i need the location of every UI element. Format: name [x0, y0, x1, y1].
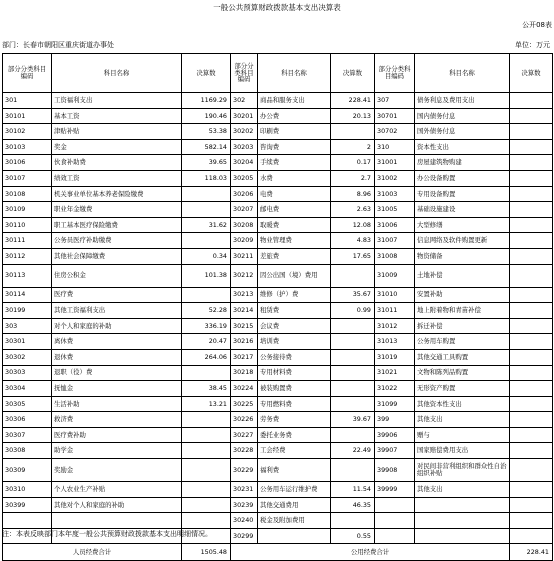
table-cell: 118.03	[182, 170, 231, 186]
table-cell: 专用设备购置	[415, 186, 510, 202]
table-cell: 机关事业单位基本养老保险缴费	[52, 186, 182, 202]
table-cell: 其他资本性支出	[415, 396, 510, 412]
table-cell: 公务用车运行维护费	[258, 482, 331, 498]
table-cell	[331, 459, 375, 482]
table-cell: 其他对个人和家庭的补助	[52, 497, 182, 513]
table-cell: 31002	[375, 170, 415, 186]
table-cell: 伙食补助费	[52, 155, 182, 171]
table-cell: 工会经费	[258, 443, 331, 459]
table-row	[3, 124, 553, 140]
table-cell: 国内债务付息	[415, 108, 510, 124]
table-cell: 11.54	[331, 482, 375, 498]
table-cell: 31001	[375, 155, 415, 171]
table-cell: 307	[375, 93, 415, 109]
table-cell: 30701	[375, 108, 415, 124]
table-cell: 专用材料费	[258, 365, 331, 381]
table-cell: 303	[3, 318, 52, 334]
form-number: 公开08表	[522, 21, 552, 29]
table-cell: 办公设备购置	[415, 170, 510, 186]
table-cell: 12.08	[331, 217, 375, 233]
table-cell	[510, 217, 553, 233]
table-cell: 310	[375, 139, 415, 155]
table-cell: 其他支出	[415, 412, 510, 428]
table-cell: 30199	[3, 303, 52, 319]
table-cell	[510, 318, 553, 334]
table-cell: 租赁费	[258, 303, 331, 319]
table-row	[3, 334, 553, 350]
table-cell	[510, 443, 553, 459]
table-cell: 30215	[231, 318, 258, 334]
table-cell	[375, 513, 415, 529]
table-row	[3, 202, 553, 218]
table-cell	[510, 497, 553, 513]
table-cell	[510, 186, 553, 202]
table-cell: 赠与	[415, 427, 510, 443]
table-cell: 30305	[3, 396, 52, 412]
table-cell: 30102	[3, 124, 52, 140]
table-cell: 301	[3, 93, 52, 109]
table-cell: 绩效工资	[52, 170, 182, 186]
table-cell	[510, 349, 553, 365]
table-cell: 39908	[375, 459, 415, 482]
table-cell: 2.63	[331, 202, 375, 218]
table-cell: 电费	[258, 186, 331, 202]
table-cell	[510, 396, 553, 412]
table-cell: 30213	[231, 287, 258, 303]
expenditure-table	[2, 53, 553, 561]
table-cell: 其他交通工具购置	[415, 349, 510, 365]
table-cell: 30110	[3, 217, 52, 233]
table-cell: 8.96	[331, 186, 375, 202]
table-cell	[510, 170, 553, 186]
table-cell: 31022	[375, 381, 415, 397]
table-row	[3, 365, 553, 381]
table-cell: 30307	[3, 427, 52, 443]
table-cell: 医疗费补助	[52, 427, 182, 443]
table-cell: 其他支出	[415, 482, 510, 498]
table-cell	[182, 497, 231, 513]
table-cell	[510, 139, 553, 155]
table-cell	[510, 303, 553, 319]
table-cell: 邮电费	[258, 202, 331, 218]
table-cell: 基本工资	[52, 108, 182, 124]
table-cell	[510, 459, 553, 482]
table-cell: 税金及附加费用	[258, 513, 331, 529]
table-cell: 30111	[3, 233, 52, 249]
public-total-value: 228.41	[510, 544, 553, 561]
table-cell	[182, 513, 231, 529]
table-cell: 其他工资福利支出	[52, 303, 182, 319]
table-cell	[182, 287, 231, 303]
table-cell: 30216	[231, 334, 258, 350]
table-cell: 抚恤金	[52, 381, 182, 397]
table-cell: 30399	[3, 497, 52, 513]
table-cell: 房屋建筑物购建	[415, 155, 510, 171]
table-cell: 办公费	[258, 108, 331, 124]
table-row	[3, 233, 553, 249]
table-cell: 0.17	[331, 155, 375, 171]
table-cell	[510, 513, 553, 529]
table-row	[3, 248, 553, 264]
table-cell: 336.19	[182, 318, 231, 334]
table-cell	[331, 427, 375, 443]
table-cell: 其他社会保障缴费	[52, 248, 182, 264]
col-header: 部分分类科目编码	[3, 54, 52, 93]
table-cell: 31009	[375, 264, 415, 287]
department-label: 部门：长春市朝阳区重庆街道办事处	[2, 41, 114, 49]
table-cell	[182, 427, 231, 443]
table-cell: 30217	[231, 349, 258, 365]
table-cell: 30239	[231, 497, 258, 513]
table-cell: 30203	[231, 139, 258, 155]
table-row	[3, 93, 553, 109]
table-cell: 30208	[231, 217, 258, 233]
table-row	[3, 412, 553, 428]
table-cell: 399	[375, 412, 415, 428]
table-cell	[182, 412, 231, 428]
table-cell: 30304	[3, 381, 52, 397]
table-cell: 30702	[375, 124, 415, 140]
table-cell: 资本性支出	[415, 139, 510, 155]
table-cell: 咨询费	[258, 139, 331, 155]
table-cell	[3, 513, 52, 529]
table-cell	[182, 443, 231, 459]
table-cell	[331, 334, 375, 350]
table-cell: 30209	[231, 233, 258, 249]
table-cell: 101.38	[182, 264, 231, 287]
table-cell: 劳务费	[258, 412, 331, 428]
table-cell: 30310	[3, 482, 52, 498]
table-cell: 物业管理费	[258, 233, 331, 249]
table-cell: 奖金	[52, 139, 182, 155]
table-cell: 差旅费	[258, 248, 331, 264]
table-cell: 工资福利支出	[52, 93, 182, 109]
table-cell: 1169.29	[182, 93, 231, 109]
table-cell: 30112	[3, 248, 52, 264]
table-cell: 公务接待费	[258, 349, 331, 365]
table-cell: 对民间非营利组织和群众性自治组织补贴	[415, 459, 510, 482]
table-row	[3, 139, 553, 155]
table-cell: 30206	[231, 186, 258, 202]
table-row	[3, 287, 553, 303]
col-header: 部分分类科目编码	[231, 54, 258, 93]
table-cell	[415, 528, 510, 544]
table-cell	[510, 108, 553, 124]
table-cell: 津贴补贴	[52, 124, 182, 140]
table-cell: 拆迁补偿	[415, 318, 510, 334]
table-row	[3, 155, 553, 171]
table-cell: 30225	[231, 396, 258, 412]
table-cell: 190.46	[182, 108, 231, 124]
table-cell: 30224	[231, 381, 258, 397]
table-cell	[415, 497, 510, 513]
table-cell: 30231	[231, 482, 258, 498]
table-cell: 基础设施建设	[415, 202, 510, 218]
table-cell: 30113	[3, 264, 52, 287]
table-cell: 31006	[375, 217, 415, 233]
table-cell: 取暖费	[258, 217, 331, 233]
table-cell	[182, 186, 231, 202]
table-cell	[331, 381, 375, 397]
table-cell	[331, 513, 375, 529]
col-header: 科目名称	[258, 54, 331, 93]
table-cell: 30240	[231, 513, 258, 529]
table-cell	[415, 513, 510, 529]
table-cell: 医疗费	[52, 287, 182, 303]
col-header: 部分分类科目编码	[375, 54, 415, 93]
table-cell: 土地补偿	[415, 264, 510, 287]
page-title: 一般公共预算财政拨款基本支出决算表	[213, 3, 341, 12]
table-cell: 30303	[3, 365, 52, 381]
table-row	[3, 482, 553, 498]
table-cell: 30218	[231, 365, 258, 381]
table-cell	[510, 248, 553, 264]
table-row	[3, 513, 553, 529]
table-cell: 30212	[231, 264, 258, 287]
table-cell: 31099	[375, 396, 415, 412]
table-cell: 30202	[231, 124, 258, 140]
col-header: 决算数	[510, 54, 553, 93]
table-cell: 大型修缮	[415, 217, 510, 233]
table-header-row	[3, 54, 553, 93]
table-cell: 30204	[231, 155, 258, 171]
table-cell	[182, 233, 231, 249]
table-cell: 31.62	[182, 217, 231, 233]
table-cell	[510, 155, 553, 171]
table-cell: 公务用车购置	[415, 334, 510, 350]
table-cell: 4.83	[331, 233, 375, 249]
table-cell: 国外债务付息	[415, 124, 510, 140]
table-cell	[510, 365, 553, 381]
table-cell	[331, 264, 375, 287]
table-cell	[258, 528, 331, 544]
table-cell: 生活补助	[52, 396, 182, 412]
table-cell: 52.28	[182, 303, 231, 319]
table-cell: 商品和服务支出	[258, 93, 331, 109]
table-cell	[510, 482, 553, 498]
table-row	[3, 217, 553, 233]
table-cell: 30103	[3, 139, 52, 155]
table-cell	[331, 349, 375, 365]
table-cell: 30109	[3, 202, 52, 218]
table-cell: 30106	[3, 155, 52, 171]
public-total-label: 公用经费合计	[231, 544, 510, 561]
table-cell	[510, 233, 553, 249]
table-cell: 培训费	[258, 334, 331, 350]
table-cell	[182, 459, 231, 482]
table-cell: 31010	[375, 287, 415, 303]
table-cell: 39907	[375, 443, 415, 459]
table-cell: 其他交通费用	[258, 497, 331, 513]
table-cell: 奖励金	[52, 459, 182, 482]
table-cell	[510, 412, 553, 428]
table-cell: 20.13	[331, 108, 375, 124]
table-cell: 退职（役）费	[52, 365, 182, 381]
table-cell	[510, 202, 553, 218]
table-cell: 安置补助	[415, 287, 510, 303]
table-cell: 债务利息及费用支出	[415, 93, 510, 109]
table-cell: 30201	[231, 108, 258, 124]
table-cell: 30308	[3, 443, 52, 459]
table-cell: 31021	[375, 365, 415, 381]
table-cell: 30301	[3, 334, 52, 350]
table-cell: 30107	[3, 170, 52, 186]
table-row	[3, 303, 553, 319]
table-row	[3, 497, 553, 513]
table-row	[3, 427, 553, 443]
table-cell: 582.14	[182, 139, 231, 155]
table-cell: 30114	[3, 287, 52, 303]
table-cell	[510, 334, 553, 350]
table-row	[3, 381, 553, 397]
table-cell: 2	[331, 139, 375, 155]
table-cell: 住房公积金	[52, 264, 182, 287]
table-row	[3, 443, 553, 459]
table-cell	[331, 124, 375, 140]
personnel-total-label: 人员经费合计	[3, 544, 182, 561]
table-cell: 31007	[375, 233, 415, 249]
col-header: 决算数	[182, 54, 231, 93]
table-cell: 无形资产购置	[415, 381, 510, 397]
table-cell	[52, 513, 182, 529]
table-cell: 302	[231, 93, 258, 109]
table-cell: 印刷费	[258, 124, 331, 140]
table-cell	[510, 93, 553, 109]
table-cell: 专用燃料费	[258, 396, 331, 412]
table-cell: 30302	[3, 349, 52, 365]
table-cell: 31005	[375, 202, 415, 218]
personnel-total-value: 1505.48	[182, 544, 231, 561]
table-cell	[331, 365, 375, 381]
table-cell: 文物和陈列品购置	[415, 365, 510, 381]
table-cell: 20.47	[182, 334, 231, 350]
unit-label: 单位：万元	[515, 41, 550, 49]
table-cell: 38.45	[182, 381, 231, 397]
table-row	[3, 349, 553, 365]
table-cell: 30226	[231, 412, 258, 428]
table-row	[3, 318, 553, 334]
table-cell: 水费	[258, 170, 331, 186]
table-cell: 39999	[375, 482, 415, 498]
table-cell: 0.99	[331, 303, 375, 319]
table-cell: 39.65	[182, 155, 231, 171]
table-cell: 国家赔偿费用支出	[415, 443, 510, 459]
table-row	[3, 108, 553, 124]
table-row	[3, 396, 553, 412]
table-cell: 30207	[231, 202, 258, 218]
col-header: 科目名称	[52, 54, 182, 93]
table-cell: 31003	[375, 186, 415, 202]
table-cell: 0.34	[182, 248, 231, 264]
table-cell: 35.67	[331, 287, 375, 303]
table-cell: 31011	[375, 303, 415, 319]
table-cell: 公务员医疗补助缴费	[52, 233, 182, 249]
table-cell: 退休费	[52, 349, 182, 365]
col-header: 决算数	[331, 54, 375, 93]
table-cell: 个人农业生产补贴	[52, 482, 182, 498]
totals-row	[3, 544, 553, 561]
table-cell	[510, 528, 553, 544]
table-cell: 39906	[375, 427, 415, 443]
table-cell: 手续费	[258, 155, 331, 171]
table-cell: 对个人和家庭的补助	[52, 318, 182, 334]
table-cell: 离休费	[52, 334, 182, 350]
table-cell	[182, 482, 231, 498]
table-cell: 30229	[231, 459, 258, 482]
table-cell: 物资储备	[415, 248, 510, 264]
table-cell: 39.67	[331, 412, 375, 428]
table-cell	[375, 528, 415, 544]
table-cell: 2.7	[331, 170, 375, 186]
table-cell: 地上附着物和青苗补偿	[415, 303, 510, 319]
table-cell	[510, 381, 553, 397]
table-cell: 30299	[231, 528, 258, 544]
table-cell	[331, 318, 375, 334]
table-cell: 助学金	[52, 443, 182, 459]
col-header: 科目名称	[415, 54, 510, 93]
table-cell: 53.38	[182, 124, 231, 140]
table-cell	[510, 427, 553, 443]
table-cell: 信息网络及软件购置更新	[415, 233, 510, 249]
table-cell	[331, 396, 375, 412]
table-cell: 0.55	[331, 528, 375, 544]
table-cell	[182, 202, 231, 218]
table-cell: 30227	[231, 427, 258, 443]
table-cell: 30306	[3, 412, 52, 428]
table-cell: 30228	[231, 443, 258, 459]
footnote: 注：本表反映部门本年度一般公共预算财政拨款基本支出明细情况。	[2, 530, 212, 538]
table-row	[3, 170, 553, 186]
table-cell: 46.35	[331, 497, 375, 513]
table-cell: 30205	[231, 170, 258, 186]
table-row	[3, 186, 553, 202]
table-cell: 被装购置费	[258, 381, 331, 397]
table-cell: 30309	[3, 459, 52, 482]
table-cell: 22.49	[331, 443, 375, 459]
table-cell: 30101	[3, 108, 52, 124]
table-cell: 会议费	[258, 318, 331, 334]
table-cell: 31013	[375, 334, 415, 350]
table-cell: 30211	[231, 248, 258, 264]
table-cell: 委托业务费	[258, 427, 331, 443]
table-cell: 31012	[375, 318, 415, 334]
table-row	[3, 264, 553, 287]
table-cell: 30214	[231, 303, 258, 319]
table-cell: 17.65	[331, 248, 375, 264]
table-row	[3, 459, 553, 482]
table-cell: 因公出国（境）费用	[258, 264, 331, 287]
table-cell: 31019	[375, 349, 415, 365]
table-cell: 228.41	[331, 93, 375, 109]
table-cell: 30108	[3, 186, 52, 202]
table-cell: 职业年金缴费	[52, 202, 182, 218]
table-cell	[510, 287, 553, 303]
table-cell: 职工基本医疗保险缴费	[52, 217, 182, 233]
table-cell	[182, 365, 231, 381]
table-cell: 维修（护）费	[258, 287, 331, 303]
table-cell: 31008	[375, 248, 415, 264]
table-cell	[510, 124, 553, 140]
table-cell	[510, 264, 553, 287]
table-cell: 救济费	[52, 412, 182, 428]
table-cell: 264.06	[182, 349, 231, 365]
table-cell: 13.21	[182, 396, 231, 412]
table-cell: 福利费	[258, 459, 331, 482]
table-cell	[375, 497, 415, 513]
